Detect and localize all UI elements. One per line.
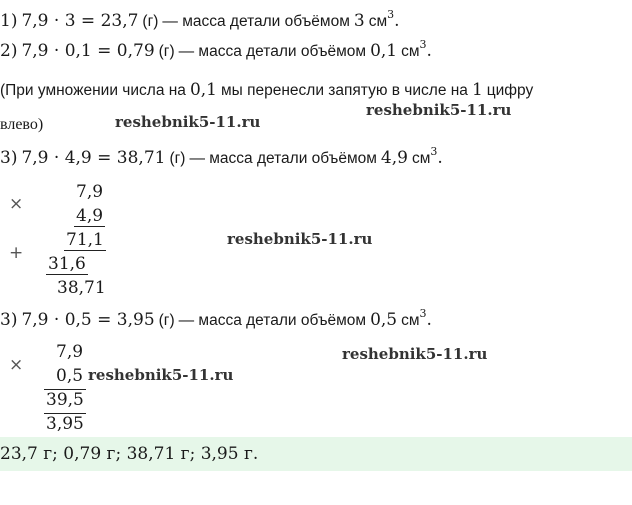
note-line-2: влево) <box>0 116 44 133</box>
answer-text: 23,7 г; 0,79 г; 38,71 г; 3,95 г. <box>0 444 259 464</box>
partial-product: 39,5 <box>46 390 84 410</box>
partial-product: 31,6 <box>48 254 86 274</box>
unit-cm: см <box>411 150 431 167</box>
answer-box <box>0 437 632 471</box>
unit: (г) <box>142 13 159 30</box>
expression: 7,9 · 3 = 23,7 <box>21 11 139 31</box>
unit-cm: см <box>401 43 420 60</box>
description: — масса детали объёмом <box>178 43 367 60</box>
exponent: 3 <box>430 145 438 158</box>
multiplier: 0,5 <box>56 366 84 386</box>
unit-cm: см <box>368 13 388 30</box>
watermark: reshebnik5-11.ru <box>88 366 234 384</box>
description: — масса детали объёмом <box>162 13 350 30</box>
product: 3,95 <box>46 414 84 434</box>
step-number: 1) <box>0 11 18 31</box>
volume: 4,9 <box>380 148 408 168</box>
unit: (г) <box>169 150 186 167</box>
volume: 0,5 <box>370 310 398 330</box>
unit: (г) <box>158 43 175 60</box>
unit-cm: см <box>401 312 420 329</box>
multiplier: 4,9 <box>76 206 104 226</box>
exponent: 3 <box>419 307 427 320</box>
unit: (г) <box>158 312 175 329</box>
multiplicand: 7,9 <box>76 182 104 202</box>
step-number: 3) <box>0 148 18 168</box>
times-sign: × <box>9 355 24 375</box>
multiplicand: 7,9 <box>56 342 84 362</box>
volume: 0,1 <box>370 41 398 61</box>
plus-sign: + <box>9 243 24 263</box>
solution-line-1: 1) 7,9 · 3 = 23,7 (г) — масса детали объёмом 3 $см^3$. <box>0 8 400 31</box>
watermark: reshebnik5-11.ru <box>227 230 373 248</box>
exponent: 3 <box>419 38 427 51</box>
product: 38,71 <box>57 278 106 298</box>
note-line-1: (При умножении числа на 0,1 мы перенесли запятую в числе на 1 цифру <box>0 80 534 100</box>
partial-product: 71,1 <box>66 230 104 250</box>
expression: 7,9 · 0,5 = 3,95 <box>21 310 155 330</box>
exponent: 3 <box>387 8 395 21</box>
step-number: 2) <box>0 41 18 61</box>
expression: 7,9 · 0,1 = 0,79 <box>21 41 155 61</box>
step-number: 3) <box>0 310 18 330</box>
solution-line-3: 3) 7,9 · 4,9 = 38,71 (г) — масса детали объёмом 4,9 $см^3$. <box>0 145 443 168</box>
volume: 3 <box>353 11 365 31</box>
solution-line-4: 3) 7,9 · 0,5 = 3,95 (г) — масса детали объёмом 0,5 $см^3$. <box>0 307 432 330</box>
expression: 7,9 · 4,9 = 38,71 <box>21 148 166 168</box>
watermark: reshebnik5-11.ru <box>342 345 488 363</box>
watermark: reshebnik5-11.ru <box>366 101 512 119</box>
watermark: reshebnik5-11.ru <box>115 113 261 131</box>
times-sign: × <box>9 194 24 214</box>
solution-line-2: 2) 7,9 · 0,1 = 0,79 (г) — масса детали объёмом 0,1 $см^3$. <box>0 38 432 61</box>
description: — масса детали объёмом <box>189 150 377 167</box>
description: — масса детали объёмом <box>178 312 367 329</box>
